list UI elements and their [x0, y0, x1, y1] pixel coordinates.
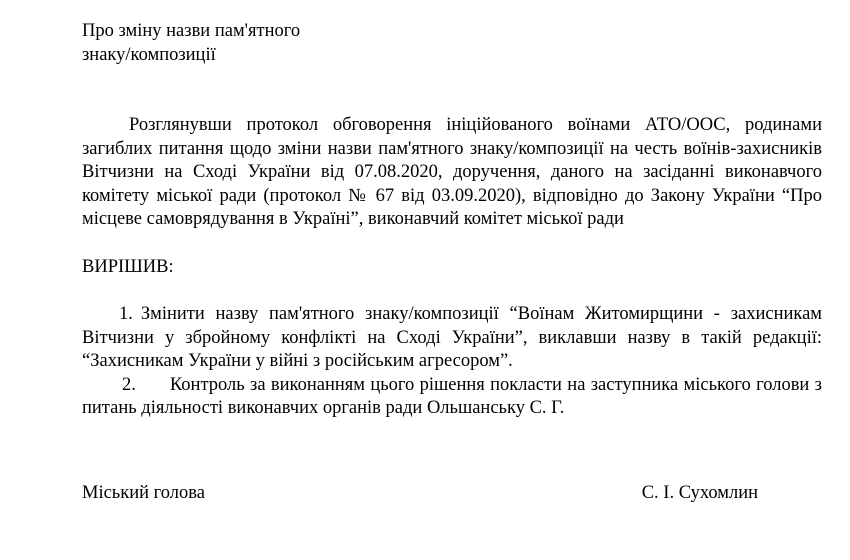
- title-line-1: Про зміну назви пам'ятного: [82, 21, 301, 41]
- signature-position: Міський голова: [82, 483, 205, 503]
- intro-paragraph: Розглянувши протокол обговорення ініційованого воїнами АТО/ООС, родинами загиблих питання щодо зміни назви пам'ятного знаку/композиції на честь воїнів-захисників Вітчизни на Сході України від 07.08.2020, доручення, даного на засіданні виконавчого комітету міської ради (протокол № 67 від 03.09.2020), відповідно до Закону України “Про місцеве самоврядування в Україні”, виконавчий комітет міської ради: [82, 115, 822, 229]
- resolved-heading: ВИРІШИВ:: [82, 256, 174, 277]
- signature-name: С. І. Сухомлин: [641, 483, 758, 503]
- title-line-2: знаку/композиції: [82, 44, 216, 65]
- signature-block: [82, 482, 758, 506]
- item-number: 2.: [122, 374, 136, 395]
- resolution-items: [82, 303, 822, 421]
- resolution-item-1: [82, 303, 822, 374]
- item-text: Контроль за виконанням цього рішення покласти на заступника міського голови з питань діяльності виконавчих органів ради Ольшанську С. Г.: [82, 374, 822, 418]
- item-number: 1.: [119, 304, 133, 324]
- document-title: [82, 20, 822, 67]
- document-body: [82, 20, 822, 421]
- item-text: Змінити назву пам'ятного знаку/композиції “Воїнам Житомирщини - захисникам Вітчизни у збройному конфлікті на Сході України”, виклавши назву в такій редакції: “Захисникам України у війні з російським агресором”.: [82, 304, 822, 371]
- resolution-item-2: [82, 374, 822, 421]
